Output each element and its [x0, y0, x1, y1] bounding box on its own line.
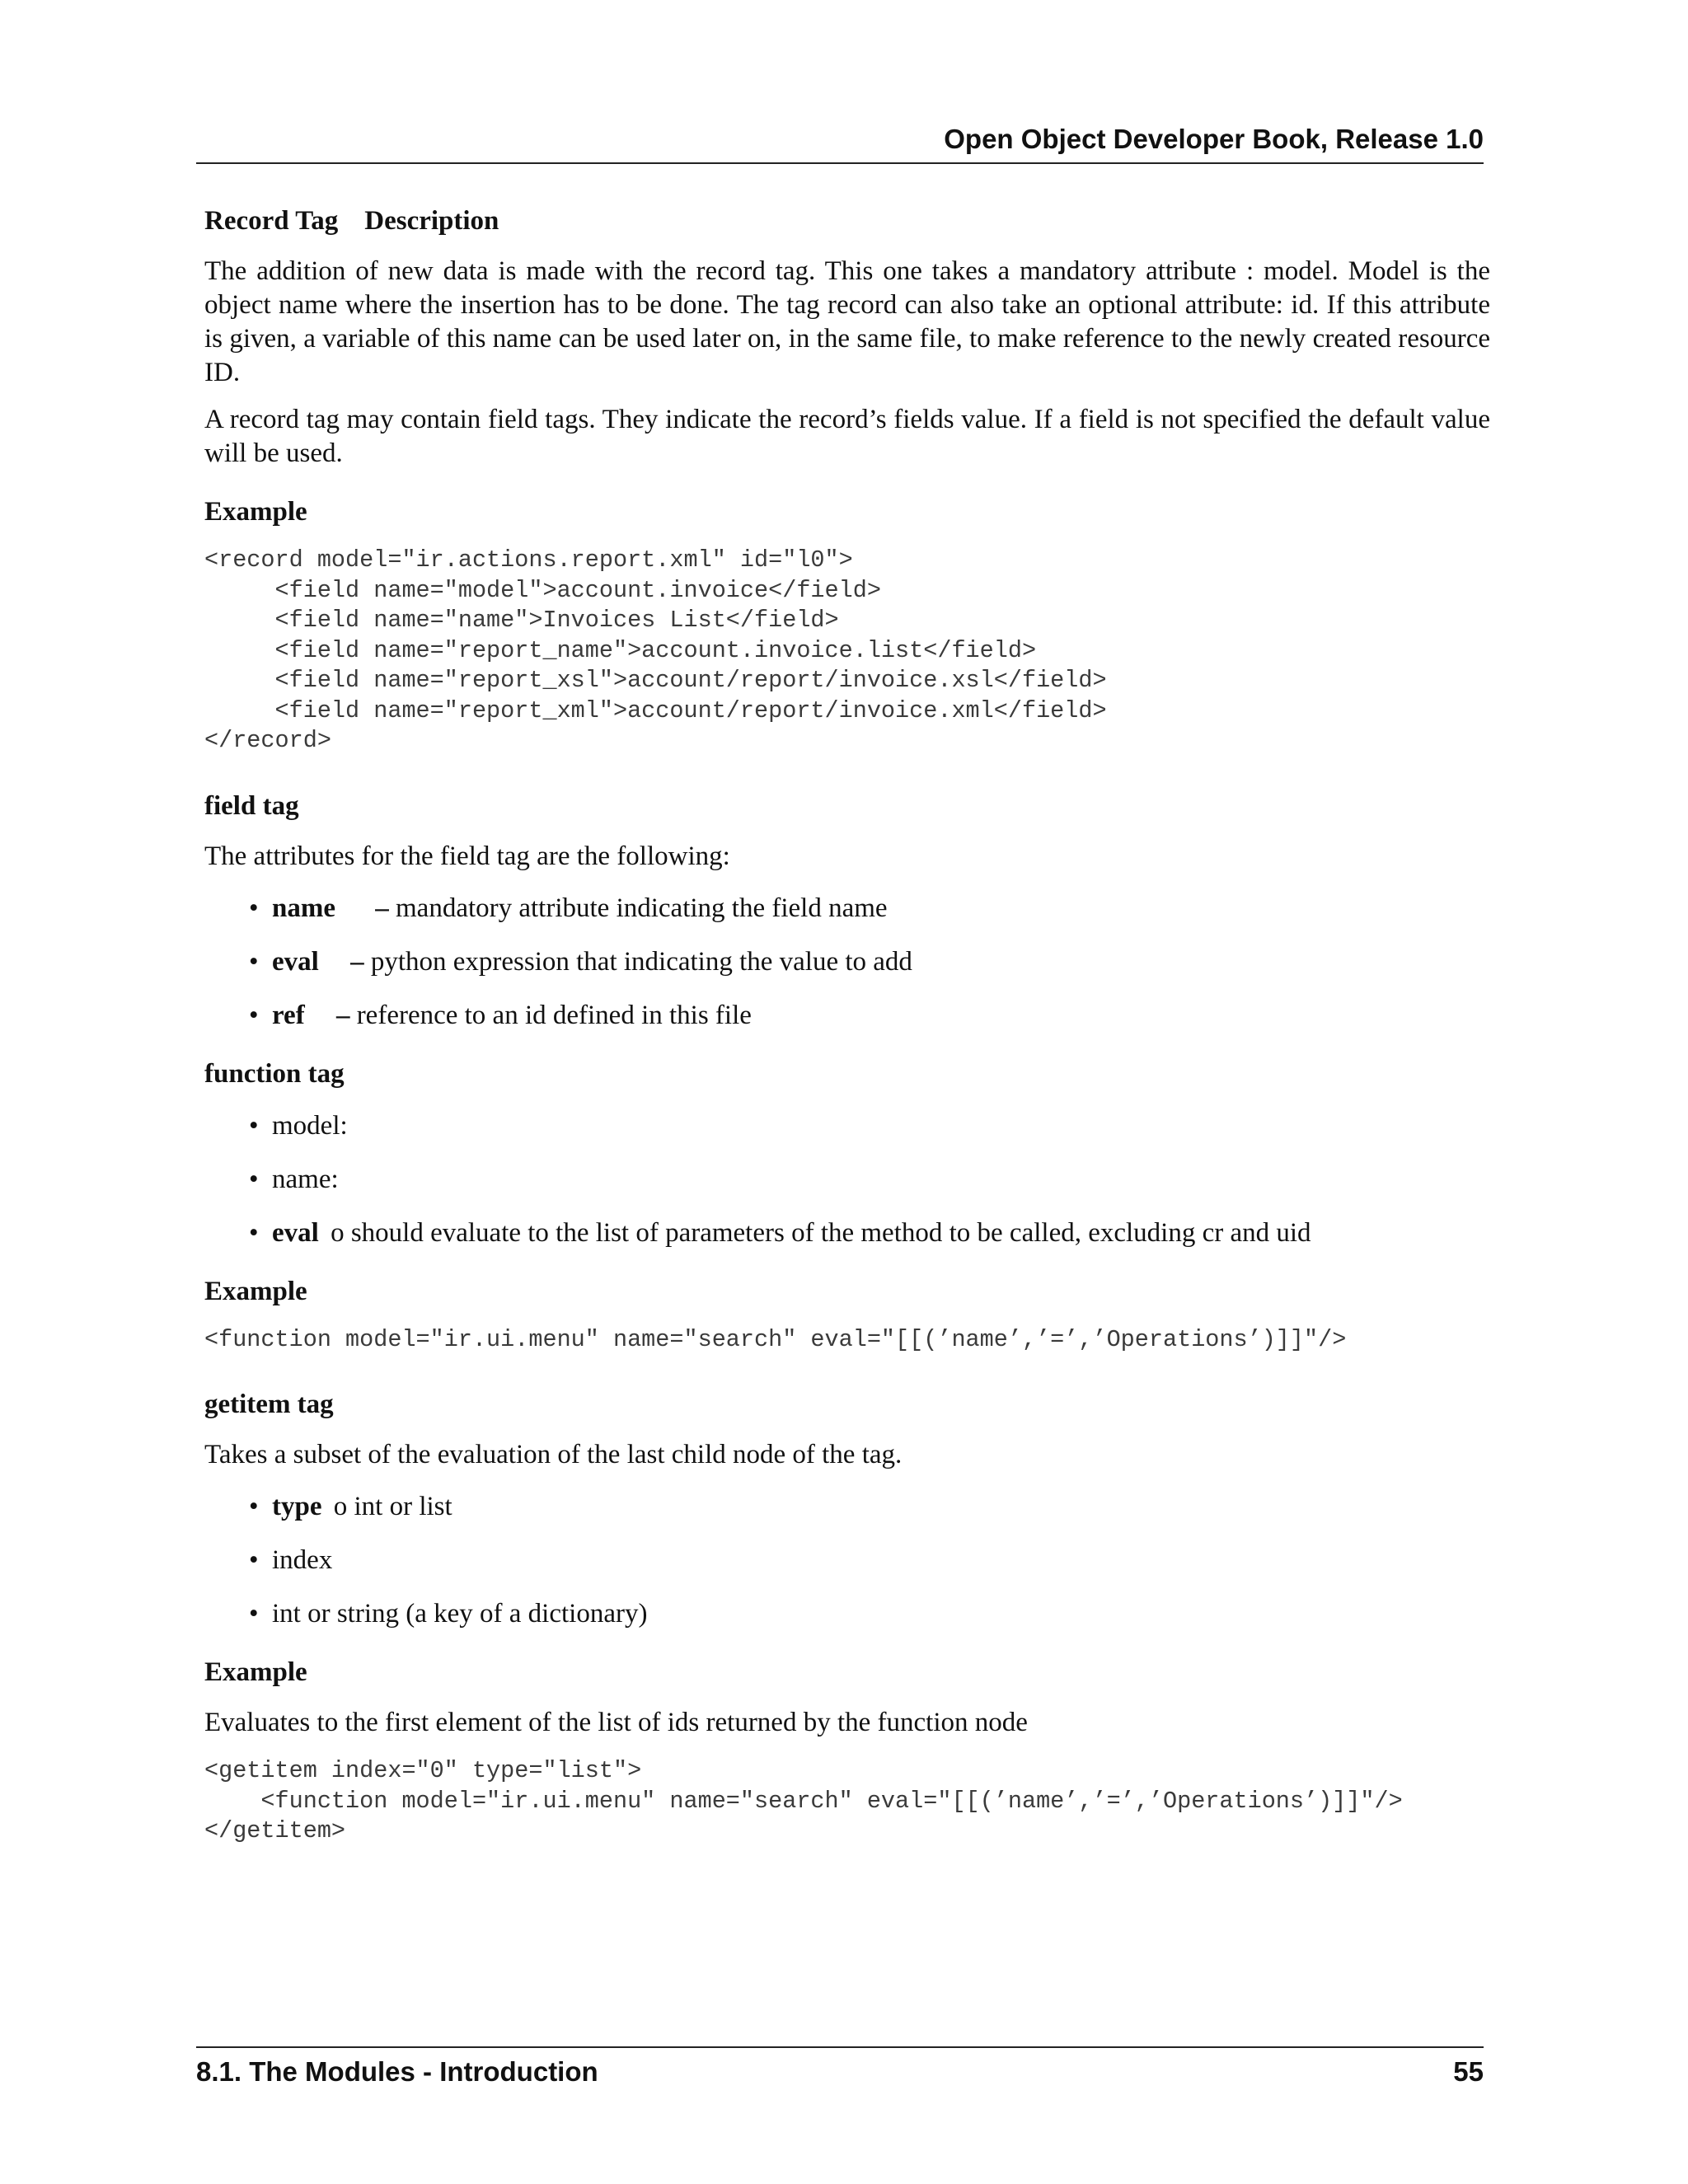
dash-separator: –	[335, 1000, 350, 1030]
record-example-heading: Example	[204, 497, 307, 527]
attribute-description: o should evaluate to the list of parameters of the method to be called, excluding cr and uid	[331, 1217, 1311, 1248]
bullet-icon: •	[249, 1164, 259, 1194]
list-item-text: int or string (a key of a dictionary)	[272, 1599, 648, 1629]
footer-rule	[196, 2046, 1484, 2048]
getitem-tag-heading: getitem tag	[204, 1390, 334, 1419]
function-tag-heading: function tag	[204, 1058, 345, 1089]
list-item-text: index	[272, 1545, 333, 1575]
function-code-block: <function model="ir.ui.menu" name="search" eval="[[(’name’,’=’,’Operations’)]]"/>	[204, 1325, 1347, 1353]
field-tag-intro: The attributes for the field tag are the following:	[204, 841, 730, 871]
running-header: Open Object Developer Book, Release 1.0	[944, 124, 1484, 154]
record-tag-col-label: Record Tag	[204, 206, 339, 236]
dash-separator: –	[375, 893, 389, 923]
field-tag-heading: field tag	[204, 790, 299, 821]
description-col-label: Description	[364, 206, 499, 236]
record-tag-paragraph-2: A record tag may contain field tags. They indicate the record’s fields value. If a field is not specified the default value will be used.	[204, 405, 1490, 468]
record-tag-heading	[204, 204, 1490, 238]
list-item	[204, 945, 1490, 979]
getitem-example-heading: Example	[204, 1657, 307, 1687]
attribute-description: reference to an id defined in this file	[356, 1000, 752, 1030]
function-example-heading: Example	[204, 1276, 307, 1306]
bullet-icon: •	[249, 1000, 259, 1030]
attribute-description: python expression that indicating the value to add	[370, 946, 912, 977]
header-rule	[196, 162, 1484, 164]
bullet-icon: •	[249, 1599, 259, 1629]
bullet-icon: •	[249, 1545, 259, 1575]
attribute-term: eval	[272, 946, 319, 977]
bullet-icon: •	[249, 946, 259, 977]
bullet-icon: •	[249, 893, 259, 923]
getitem-example-text: Evaluates to the first element of the list of ids returned by the function node	[204, 1708, 1028, 1737]
page-content	[204, 204, 1490, 1880]
getitem-code-block: <getitem index="0" type="list"> <function model="ir.ui.menu" name="search" eval="[[(’name’,’=’,’Operations’)]]"/> </getitem>	[204, 1757, 1403, 1844]
list-item	[204, 1597, 1490, 1631]
list-item	[204, 1216, 1490, 1250]
dash-separator: –	[350, 946, 364, 977]
list-item-text: model:	[272, 1110, 348, 1141]
bullet-icon: •	[249, 1110, 259, 1141]
attribute-description: mandatory attribute indicating the field name	[396, 893, 888, 923]
attribute-term: type	[272, 1492, 322, 1521]
attribute-term: name	[272, 893, 335, 923]
footer-section-title: 8.1. The Modules - Introduction	[196, 2056, 598, 2087]
field-attributes-list	[204, 892, 1490, 1033]
bullet-icon: •	[249, 1492, 259, 1521]
list-item	[204, 892, 1490, 926]
bullet-icon: •	[249, 1217, 259, 1248]
list-item	[204, 1490, 1490, 1524]
attribute-term: eval	[272, 1217, 319, 1248]
record-code-block: <record model="ir.actions.report.xml" id="l0"> <field name="model">account.invoice</field> <field name="name">Invoices List</field> <field name="report_name">account.invoice.list</field> <field name="report_xsl">account/report/invoice.xsl</field> <field name="report_xml">account/report/invoice.xml</field> </record>	[204, 546, 1107, 754]
list-item	[204, 1544, 1490, 1577]
getitem-attributes-list	[204, 1490, 1490, 1631]
page-number: 55	[1453, 2056, 1484, 2087]
list-item	[204, 1109, 1490, 1143]
list-item-text: name:	[272, 1164, 339, 1194]
list-item	[204, 1163, 1490, 1197]
attribute-description: o int or list	[333, 1492, 452, 1521]
record-tag-paragraph-1: The addition of new data is made with the record tag. This one takes a mandatory attribute : model. Model is the object name where the insertion has to be done. The tag record can also take an optional attribute: id. If this attribute is given, a variable of this name can be used later on, in the same file, to make reference to the newly created resource ID.	[204, 256, 1490, 387]
list-item	[204, 999, 1490, 1033]
function-attributes-list	[204, 1109, 1490, 1250]
getitem-tag-intro: Takes a subset of the evaluation of the last child node of the tag.	[204, 1440, 903, 1469]
attribute-term: ref	[272, 1000, 305, 1030]
